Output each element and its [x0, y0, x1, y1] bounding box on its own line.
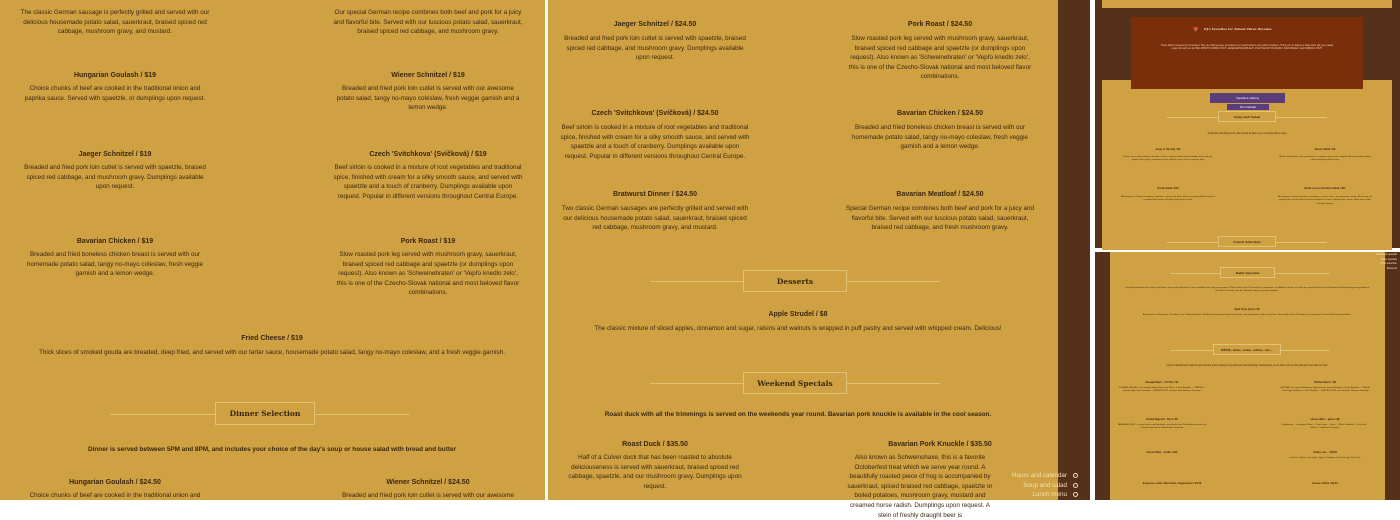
menu-item-title: Wiener Schnitzel / $19: [391, 72, 465, 79]
side-nav-dot-icon[interactable]: [1073, 473, 1078, 478]
menu-item-title: Greek Salad / $19: [1157, 187, 1179, 190]
side-nav-label[interactable]: Hours and calendar: [1012, 472, 1067, 479]
favorites-title: DJ's Favorites for Almost Three Decades: [1204, 27, 1272, 31]
menu-item-title: Bavarian Chicken / $19: [76, 238, 154, 245]
menu-item-description: Mixed salad greens, cherry tomatoes, cucumbers and carrots, topped with our popular creamy sweet and tangy dill dressing.: [1279, 156, 1371, 162]
specials-catering-button[interactable]: Specials & Catering: [1210, 93, 1285, 103]
menu-view-overview-top: [1095, 0, 1400, 248]
section-heading-soup: Soup and Salad: [1218, 111, 1276, 122]
heart-icon: ♥: [1193, 24, 1199, 34]
menu-item-description: Breaded and fried pork loin cutlet is served with our awesome potato salad, tangy no-mayo coleslaw, fresh veggie garnish and a lemon wedge.: [336, 85, 520, 112]
menu-item-description: Choice chunks of beef are cooked in the traditional onion and: [29, 492, 201, 499]
menu-item-description: Breaded and fried pork loin cutlet is served with our awesome: [342, 492, 514, 499]
side-nav-link-hours-and-calendar[interactable]: [1012, 472, 1078, 479]
favorites-text: These dishes represent our homeland. They are what we grew up eating in our grandmothers' and mothers' kitchens. Thank you for letting us share them with you; please enjoy. We wish you GUTEN APPETIT, DOBRÚ CHUŤ, GESEGNETE MAHLZEIT, JÓ ÉTVÁGYAT KÍVÁNUNK, SMACZNEGO, and DOBROU CHUŤ!: [1160, 45, 1334, 51]
menu-item-title: House Salad / $6: [1314, 148, 1336, 151]
section-heading-drinks: BEER, wine, soda, coffee, etc...: [1213, 344, 1281, 355]
side-nav-link-lunch-menu[interactable]: [1032, 491, 1078, 498]
section-intro: Currently we feature two classic pub dishes, tripe soup and hunter's stew, available every day upon request. Please allow 10 to 15 minutes for preparation. In addition to these, we cook up a special entrée each Thursday and Friday using an ingredient of the chef's choosing. See the 'Specials' page for recent examples.: [1124, 287, 1370, 293]
menu-item-title: Bavarian Meatloaf / $24.50: [896, 191, 984, 198]
side-nav-dot-icon[interactable]: [1073, 492, 1078, 497]
menu-item-description: Mixed greens, cherry tomatoes, cucumbers, carrots, olives, our awesome creamy dill dressing, all topped with a sliced chicken breast sauteed in a sauce of fresh garlic, lemon, white wine, butter and black pepper.: [1277, 196, 1373, 205]
section-heading-dinner: Dinner Selection: [215, 402, 315, 425]
menu-item-title: House Wine - glass / $8: [1310, 418, 1340, 421]
menu-item-description: Choice chunks of beef are cooked in the traditional onion and paprika sauce. Served with spaetzle, or dumplings upon request.: [24, 85, 206, 102]
menu-item-description: Two classic German sausages are perfectly grilled and served with our delicious housemade potato salad, sauerkraut, braised spiced red cabbage, mushroom gravy, and mustard.: [561, 205, 749, 232]
menu-item-title: Pork Roast / $19: [400, 238, 456, 245]
menu-item-title: House Wine - bottle / $30: [1146, 451, 1178, 454]
menu-item-title: Hungarian Goulash / $24.50: [69, 479, 161, 486]
menu-item-title: Hungarian Goulash / $19: [73, 72, 157, 79]
menu-item-title: Soup of the Day / $5: [1155, 148, 1181, 151]
menu-item-title: Bratwurst Dinner / $24.50: [612, 191, 698, 198]
menu-item-title: Herbal Digestif - Shot / $6: [1146, 418, 1178, 421]
menu-view-desserts-weekend: [548, 0, 1090, 519]
menu-item-description: Breaded and fried boneless chicken breast is served with our homemade potato salad, tangy no-mayo coleslaw, fresh veggie garnish and a lemon wedge.: [26, 251, 204, 278]
menu-item-description: The classic German sausage is perfectly grilled and served with our delicious housemade potato salad, sauerkraut, braised spiced red cabbage, mushroom gravy, and mustard.: [20, 9, 210, 36]
header-strip: [1102, 0, 1392, 8]
menu-item-title: Sodas, etc... / $3.00: [1313, 451, 1337, 454]
section-heading-weekend: Weekend Specials: [743, 372, 847, 394]
menu-item-description: BUDVAR, the original Budweiser lager from the town of Budweis, Czech Republic ... PAULA - dark lager, Budweis, Czech Republic ... KRUSHOVICE, non-alcoholic, Bavaria Germany: [1280, 387, 1370, 393]
menu-item-title: Apple Strudel / $8: [768, 311, 828, 318]
page-border: [1058, 0, 1090, 500]
menu-item-description: Special German recipe combines both beef and pork for a juicy and flavorful bite. Served with our luscious potato salad, sauerkraut, braised red cabbage, and fresh mushroom gravy.: [846, 205, 1034, 232]
section-heading-daily: Daily Specials: [1220, 267, 1275, 278]
menu-item-description: PILSNER URQUELL, the original pilsner beer from Pilsen, Czech Republic ... SPATEN, a popular lager from Germany ... KRUSHOVICE, varieties from Bavaria, Germany.: [1118, 387, 1206, 393]
menu-item-title: House Coffee / $3.00: [1312, 482, 1338, 485]
menu-item-description: Mixed greens, shrimp, cucumbers, tomatoes, carrots and olives with our creamy dill dressing and crumbled feta cheese. A healthy light meal in itself!: [1121, 196, 1215, 202]
menu-item-description: Chardonnay ... Sauvignon Blanc ... Pinot Grigio ... Rosé ... White Zinfandel ... Pinot Noir ... Merlot ... Cabernet Sauvignon: [1281, 424, 1369, 430]
side-nav-link[interactable]: Desserts: [1386, 266, 1397, 270]
menu-item-title: Jaeger Schnitzel / $19: [78, 151, 152, 158]
section-intro: Roast duck with all the trimmings is served on the weekends year round. Bavarian pork knuckle is available in the cool season.: [604, 411, 992, 418]
side-nav-dot-icon[interactable]: [1073, 483, 1078, 488]
menu-item-description: Please ask us about today's selection. Choices might include chicken noodle, lentil, split pea, potato bean, gulyas, sauerkraut soup, goulash soup, or let us surprise you!: [1123, 156, 1213, 162]
menu-item-description: The classic mixture of sliced apples, cinnamon and sugar, raisins and walnuts is wrapped in puff pastry and served with whipped cream. Delicious!: [594, 325, 1002, 332]
menu-item-title: Wiener Schnitzel / $24.50: [386, 479, 470, 486]
side-nav-label[interactable]: Soup and salad: [1023, 481, 1067, 489]
menu-item-description: Beef sirloin is cooked in a mixture of root vegetables and traditional spice, finished with cream for a silky smooth sauce, and served with spaetzle and a touch of cranberry. Dumplings available upon request. Popular in different versions throughout Central Europe.: [560, 124, 750, 160]
menu-item-description: Beef sirloin is cooked in a mixture of root vegetables and traditional spice, finished with cream for a silky smooth sauce, and served with spaetzle and a touch of cranberry. Dumplings available upon request. Popular in different versions throughout Central Europe.: [333, 164, 523, 200]
menu-item-title: Espresso, Latte, Macchiato, Cappuccino / $4.50: [1142, 482, 1202, 485]
side-nav-link[interactable]: Weekend specials: [1375, 253, 1397, 256]
section-intro: Dinner is served between 5PM and 8PM, and includes your choice of the day's soup or house salad with bread and butter: [88, 446, 456, 453]
menu-item-title: Roast Duck / $35.50: [622, 441, 688, 448]
section-heading-lunch: Lunch Selection: [1218, 236, 1276, 247]
menu-item-description: Our special German recipe combines both beef and pork for a juicy and flavorful bite. Served with our luscious potato salad, sauerkraut, braised spiced red cabbage, and mushroom gravy.: [333, 9, 523, 36]
menu-item-description: Breaded and fried pork loin cutlet is served with spaetzle, braised spiced red cabbage, and mushroom gravy. Dumplings available upon request.: [564, 35, 746, 62]
menu-item-title: Pork Roast / $24.50: [907, 21, 973, 28]
menu-item-title: Fried Cheese / $19: [241, 335, 303, 342]
menu-item-title: Garlic Lemon Chicken Salad / $17: [1304, 187, 1346, 190]
menu-item-description: Also known as 'Flaki zupa', 'Pacalleves', or 'Držkova polievka'. Made with honeycomb tripe, fresh herbs, root vegetables, herbs and spices. Please allow 10 to 15 minutes for preparation. Served with bread and butter.: [1142, 314, 1352, 316]
menu-item-description: Iced Tea, Seltzer, Lemonade, Sprite, Cranberry, Fanta Orange, Diet Coke: [1289, 457, 1361, 459]
section-intro: A pint of draught beer might be just what the doctor ordered to go with pork and dumplings. Nonetheless, we do offer more to drink that pairs well with our food.: [1166, 365, 1328, 367]
menu-item-title: Bottled Beers / $6: [1314, 381, 1336, 384]
side-nav-link[interactable]: Drink selection: [1379, 262, 1397, 266]
menu-item-title: Czech 'Svitchkova' (Svíčková) / $24.50: [591, 110, 719, 117]
menu-item-title: Jaeger Schnitzel / $24.50: [613, 21, 697, 28]
menu-item-title: Beef Tripe Soup / $8: [1234, 308, 1260, 311]
menu-item-description: Slow roasted pork leg served with mushroom gravy, sauerkraut, braised spiced red cabbage and spaetzle (or dumplings upon request). Also known as 'Schweinebraten' or 'Vepřo knedlo zelo', this is one of the Czecho-Slovak national and most beloved flavor combinations.: [848, 35, 1032, 81]
menu-item-title: Bavarian Chicken / $24.50: [897, 110, 983, 117]
favorites-banner: [1131, 17, 1363, 89]
section-heading-desserts: Desserts: [743, 270, 847, 292]
menu-item-description: Also known as Schweinshaxe, this is a favorite Octoberfest treat which we serve year round. A beautifully roasted piece of hog is accompanied by sauerkraut, spiced braised red cabbage, spaetzle or boiled potatoes, mushroom gravy, mustard and creamed horse radish. Dumplings upon request. A stein of freshly draught beer is: [847, 454, 993, 519]
menu-view-overview-bottom: [1095, 252, 1400, 500]
side-nav-link[interactable]: Daily specials: [1381, 257, 1397, 261]
menu-view-dinner: [0, 0, 545, 500]
menu-item-description: JÄGERMEISTER - a natural bitter carefully made using herbs from 56 different countries by a family operation in Wolfenbüttel, Germany.: [1117, 424, 1207, 430]
menu-item-description: Slow roasted pork leg served with mushroom gravy, sauerkraut, braised spiced red cabbage and spaetzle (or dumplings upon request). Also known as 'Schweinebraten' or 'Vepřo knedlo zelo', this is one of the Czecho-Slovak national and most beloved flavor combinations.: [336, 251, 520, 297]
calendar-button[interactable]: DJ's Calendar: [1227, 104, 1269, 110]
menu-item-title: Draught Beer - 0.5 liter / $7: [1145, 381, 1179, 384]
menu-item-description: Breaded and fried pork loin cutlet is served with spaetzle, braised spiced red cabbage, and mushroom gravy. Dumplings available upon request.: [24, 164, 206, 191]
side-nav-link-soup-and-salad[interactable]: [1023, 482, 1078, 489]
menu-item-title: Czech 'Svitchkova' (Svíčková) / $19: [369, 151, 487, 158]
menu-item-description: Thick slices of smoked gouda are breaded, deep fried, and served with our tartar sauce, housemade potato salad, tangy no-mayo coleslaw, and a fresh veggie garnish.: [39, 349, 505, 356]
side-nav-label[interactable]: Lunch menu: [1032, 491, 1067, 498]
section-intro: A light and refreshing lunch, also served as part of your complete dinner order: [1207, 133, 1287, 135]
menu-item-description: Half of a Culver duck that has been roasted to absolute deliciouseness is served with sauerkraut, braised spiced red cabbage, spaetzle, and our mushroom gravy. Dumplings upon request.: [568, 454, 742, 490]
menu-item-title: Bavarian Pork Knuckle / $35.50: [888, 441, 992, 448]
menu-item-description: Breaded and fried boneless chicken breast is served with our homemade potato salad, tangy no-mayo coleslaw, fresh veggie garnish and a lemon wedge.: [851, 124, 1029, 151]
